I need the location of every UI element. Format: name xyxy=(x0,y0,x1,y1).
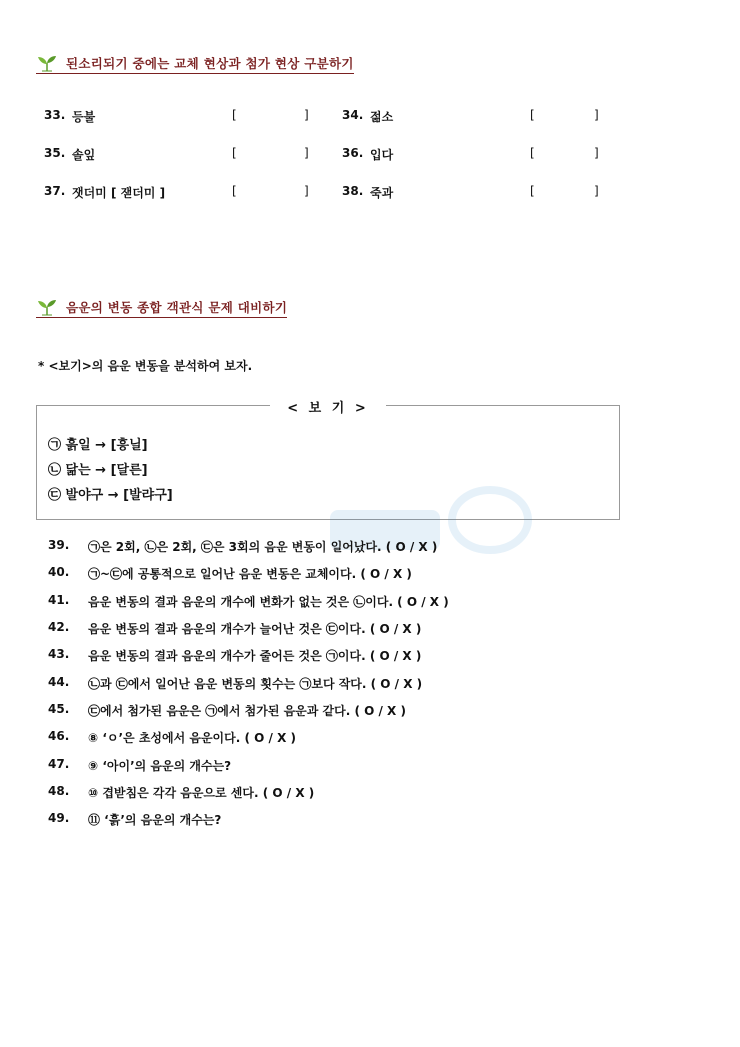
sprout-icon xyxy=(36,298,58,316)
answer-bracket-open: [ xyxy=(530,146,535,160)
bogi-item: ㉢ 발야구 → [발랴구] xyxy=(48,488,173,503)
question-item: 42. 음운 변동의 결과 음운의 개수가 늘어난 것은 ㉢이다. ( O / X ) xyxy=(48,620,422,636)
answer-bracket-open: [ xyxy=(232,146,237,160)
answer-bracket-close: ] xyxy=(594,146,599,160)
section2-title: 음운의 변동 종합 객관식 문제 대비하기 xyxy=(66,300,288,315)
answer-bracket-close: ] xyxy=(594,108,599,122)
section2-heading xyxy=(36,298,287,318)
instruction-note: * <보기>의 음운 변동을 분석하여 보자. xyxy=(38,359,253,373)
question-item: 46. ⑧ ‘ㅇ’은 초성에서 음운이다. ( O / X ) xyxy=(48,729,296,745)
list-item: 36. 입다 [ ] xyxy=(342,146,599,162)
answer-bracket-open: [ xyxy=(530,108,535,122)
question-item: 47. ⑨ ‘아이’의 음운의 개수는? xyxy=(48,757,232,773)
bogi-item: ㉠ 흙일 → [흥닐] xyxy=(48,438,148,453)
answer-bracket-close: ] xyxy=(304,146,309,160)
answer-bracket-close: ] xyxy=(594,184,599,198)
question-item: 48. ⑩ 겹받침은 각각 음운으로 센다. ( O / X ) xyxy=(48,784,315,800)
list-item: 37. 잿더미 [ 잳더미 ] [ ] xyxy=(44,184,309,200)
question-item: 41. 음운 변동의 결과 음운의 개수에 변화가 없는 것은 ㉡이다. ( O / X ) xyxy=(48,593,449,609)
question-item: 44. ㉡과 ㉢에서 일어난 음운 변동의 횟수는 ㉠보다 작다. ( O / X ) xyxy=(48,675,423,691)
answer-bracket-close: ] xyxy=(304,184,309,198)
bogi-item: ㉡ 닮는 → [달른] xyxy=(48,463,148,478)
list-item: 38. 죽과 [ ] xyxy=(342,184,599,200)
bogi-box-title: < 보 기 > xyxy=(270,397,386,416)
question-item: 40. ㉠~㉢에 공통적으로 일어난 음운 변동은 교체이다. ( O / X ) xyxy=(48,565,412,581)
sprout-icon xyxy=(36,54,58,72)
answer-bracket-close: ] xyxy=(304,108,309,122)
question-item: 39. ㉠은 2회, ㉡은 2회, ㉢은 3회의 음운 변동이 일어났다. ( O / X ) xyxy=(48,538,438,554)
answer-bracket-open: [ xyxy=(232,108,237,122)
answer-bracket-open: [ xyxy=(530,184,535,198)
list-item: 34. 젊소 [ ] xyxy=(342,108,599,124)
list-item: 33. 등불 [ ] xyxy=(44,108,309,124)
section1-heading xyxy=(36,54,354,74)
question-item: 45. ㉢에서 첨가된 음운은 ㉠에서 첨가된 음운과 같다. ( O / X ) xyxy=(48,702,406,718)
answer-bracket-open: [ xyxy=(232,184,237,198)
question-item: 49. ⑪ ‘흙’의 음운의 개수는? xyxy=(48,811,222,827)
section1-title: 된소리되기 중에는 교체 현상과 첨가 현상 구분하기 xyxy=(66,56,354,71)
question-item: 43. 음운 변동의 결과 음운의 개수가 줄어든 것은 ㉠이다. ( O / X ) xyxy=(48,647,422,663)
list-item: 35. 솔잎 [ ] xyxy=(44,146,309,162)
